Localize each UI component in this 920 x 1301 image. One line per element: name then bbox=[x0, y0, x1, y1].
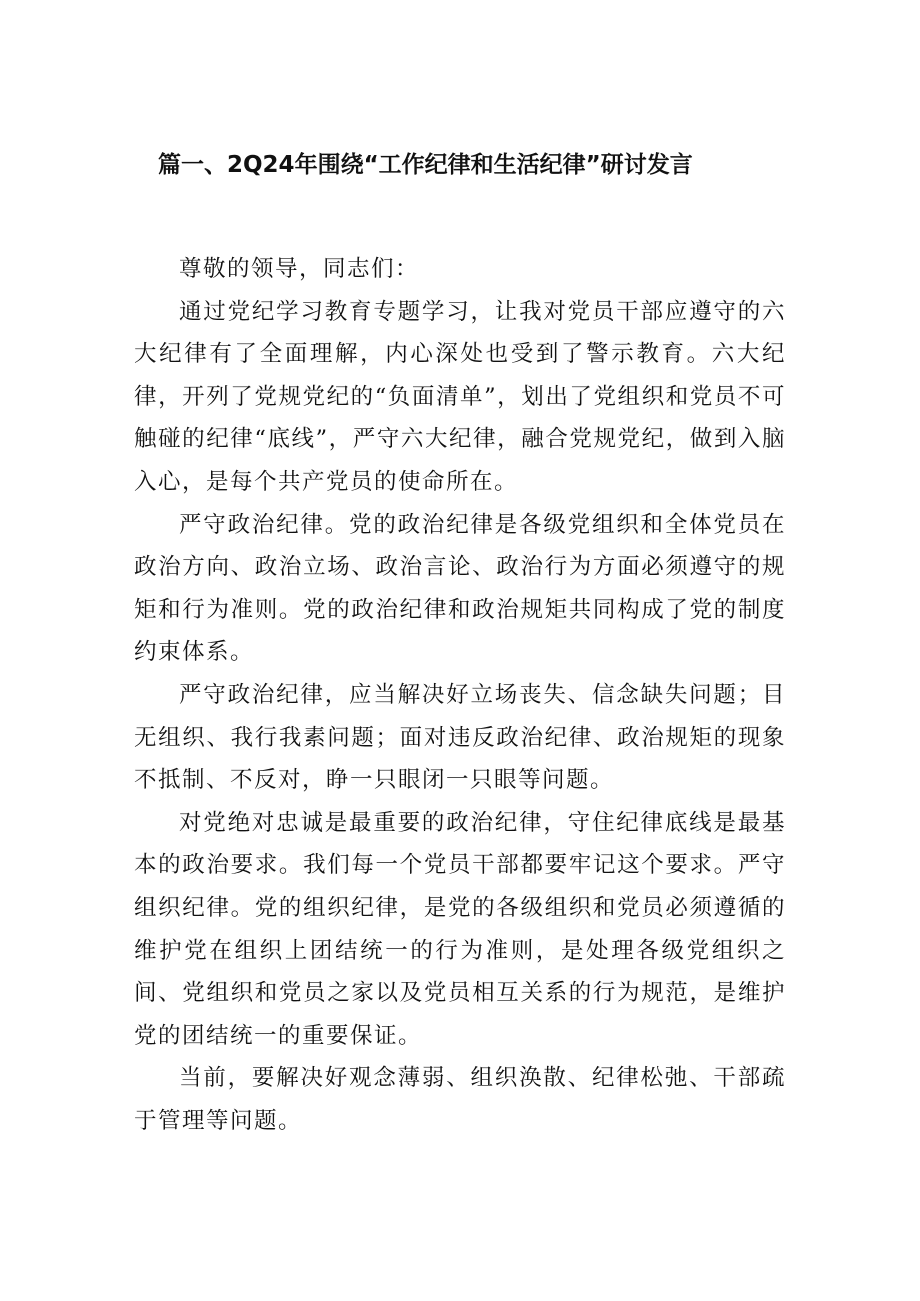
paragraph: 严守政治纪律。党的政治纪律是各级党组织和全体党员在政治方向、政治立场、政治言论、政治行为方面必须遵守的规矩和行为准则。党的政治纪律和政治规矩共同构成了党的制度约束体系。 bbox=[134, 511, 786, 666]
paragraph: 通过党纪学习教育专题学习，让我对党员干部应遵守的六大纪律有了全面理解，内心深处也受到了警示教育。六大纪律，开列了党规党纪的“负面清单”，划出了党组织和党员不可触碰的纪律“底线”，严守六大纪律，融合党规党纪，做到入脑入心，是每个共产党员的使命所在。 bbox=[134, 298, 786, 495]
document-title: 篇一、2Q24年围绕“工作纪律和生活纪律”研讨发言 bbox=[158, 152, 693, 178]
document-body bbox=[134, 248, 786, 1142]
paragraph: 当前，要解决好观念薄弱、组织涣散、纪律松弛、干部疏于管理等问题。 bbox=[134, 1065, 786, 1134]
paragraph: 严守政治纪律，应当解决好立场丧失、信念缺失问题；目无组织、我行我素问题；面对违反政治纪律、政治规矩的现象不抵制、不反对，睁一只眼闭一只眼等问题。 bbox=[134, 681, 786, 794]
paragraph-salutation: 尊敬的领导，同志们： bbox=[179, 256, 420, 282]
paragraph: 对党绝对忠诚是最重要的政治纪律，守住纪律底线是最基本的政治要求。我们每一个党员干部都要牢记这个要求。严守组织纪律。党的组织纪律，是党的各级组织和党员必须遵循的维护党在组织上团结统一的行为准则，是处理各级党组织之间、党组织和党员之家以及党员相互关系的行为规范，是维护党的团结统一的重要保证。 bbox=[134, 809, 786, 1049]
